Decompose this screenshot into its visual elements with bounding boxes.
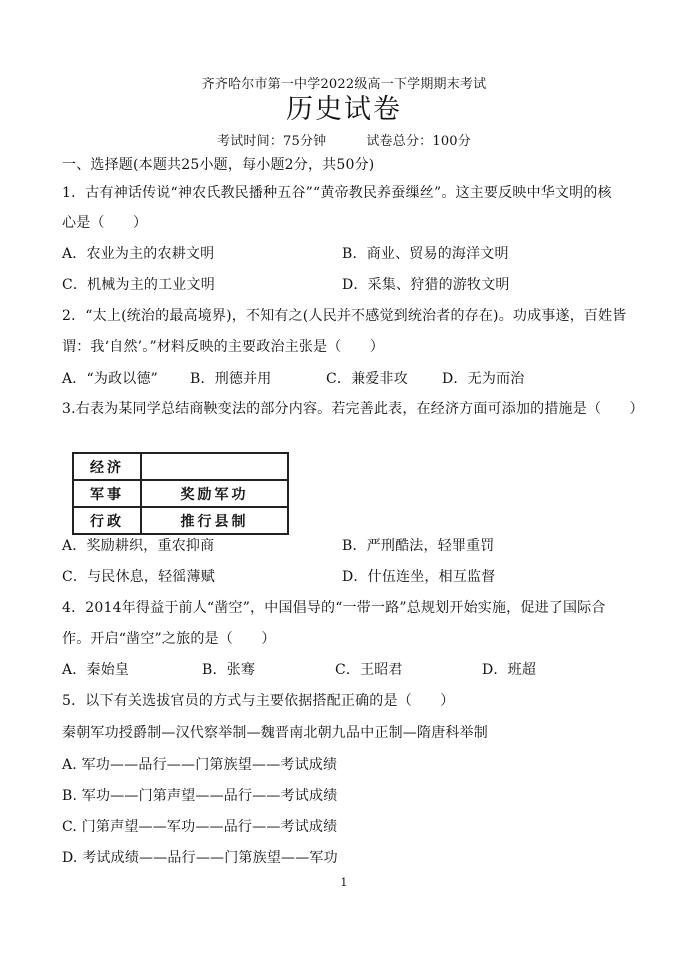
question-5-option-b: B. 军功——门第声望——品行——考试成绩 [62,788,338,804]
question-5-option-d: D. 考试成绩——品行——门第族望——军功 [62,850,338,866]
question-4-option-b: B．张骞 [202,662,256,678]
question-2-option-d: D．无为而治 [442,371,525,387]
question-1-option-c: C．机械为主的工业文明 [62,277,215,293]
exam-meta [0,133,688,151]
question-2-option-a: A．“为政以德” [62,371,159,387]
question-5-option-c: C. 门第声望——军功——品行——考试成绩 [62,819,338,835]
table-cell-value: 奖励军功 [141,480,288,507]
question-4-option-c: C．王昭君 [335,662,403,678]
question-1-stem-line-2: 心是（ ） [62,215,148,231]
question-4-stem-line-2: 作。开启“凿空”之旅的是（ ） [62,631,276,647]
question-1-option-d: D．采集、狩猎的游牧文明 [342,277,510,293]
table-row [73,453,288,480]
question-4-stem-line-1: 4．2014年得益于前人“凿空”，中国倡导的“一带一路”总规划开始实施，促进了国际合 [62,600,606,616]
section-heading: 一、选择题(本题共25小题，每小题2分，共50分) [62,157,375,173]
question-4-option-a: A．秦始皇 [62,662,130,678]
question-5-stem-line-2: 秦朝军功授爵制—汉代察举制—魏晋南北朝九品中正制—隋唐科举制 [62,725,488,741]
question-2-option-b: B．刑德并用 [190,371,272,387]
question-1-option-a: A．农业为主的农耕文明 [62,246,215,262]
exam-total-score: 试卷总分：100分 [366,134,471,149]
exam-time: 考试时间：75分钟 [217,134,327,149]
question-2-option-c: C．兼爱非攻 [326,371,408,387]
reform-summary-table [72,452,289,535]
question-3-option-c: C．与民休息，轻徭薄赋 [62,569,215,585]
table-cell-key: 军事 [73,480,141,507]
question-1-stem-line-1: 1．古有神话传说“神农氏教民播种五谷”“黄帝教民养蚕缫丝”。这主要反映中华文明的核 [62,185,612,201]
table-row [73,507,288,534]
exam-subtitle: 齐齐哈尔市第一中学2022级高一下学期期末考试 [201,77,487,92]
question-2-stem-line-1: 2．“太上(统治的最高境界)，不知有之(人民并不感觉到统治者的存在)。功成事遂，百姓皆 [62,308,627,324]
question-1-option-b: B．商业、贸易的海洋文明 [342,246,509,262]
question-2-stem-line-2: 谓：我‘自然’。”材料反映的主要政治主张是（ ） [62,339,385,355]
page-number: 1 [340,876,348,889]
table-cell-value-blank [141,453,288,480]
table-cell-value: 推行县制 [141,507,288,534]
question-3-option-b: B．严刑酷法，轻罪重罚 [342,538,495,554]
table-cell-key: 经济 [73,453,141,480]
table-cell-key: 行政 [73,507,141,534]
table-row [73,480,288,507]
question-3-option-a: A．奖励耕织，重农抑商 [62,538,215,554]
question-5-stem-line-1: 5．以下有关选拔官员的方式与主要依据搭配正确的是（ ） [62,693,455,709]
question-3-option-d: D．什伍连坐，相互监督 [342,569,496,585]
question-5-option-a: A. 军功——品行——门第族望——考试成绩 [62,757,338,773]
question-3-stem-line-1: 3.右表为某同学总结商鞅变法的部分内容。若完善此表，在经济方面可添加的措施是（ ） [62,401,644,417]
page-title: 历史试卷 [286,94,402,125]
question-4-option-d: D．班超 [482,662,537,678]
